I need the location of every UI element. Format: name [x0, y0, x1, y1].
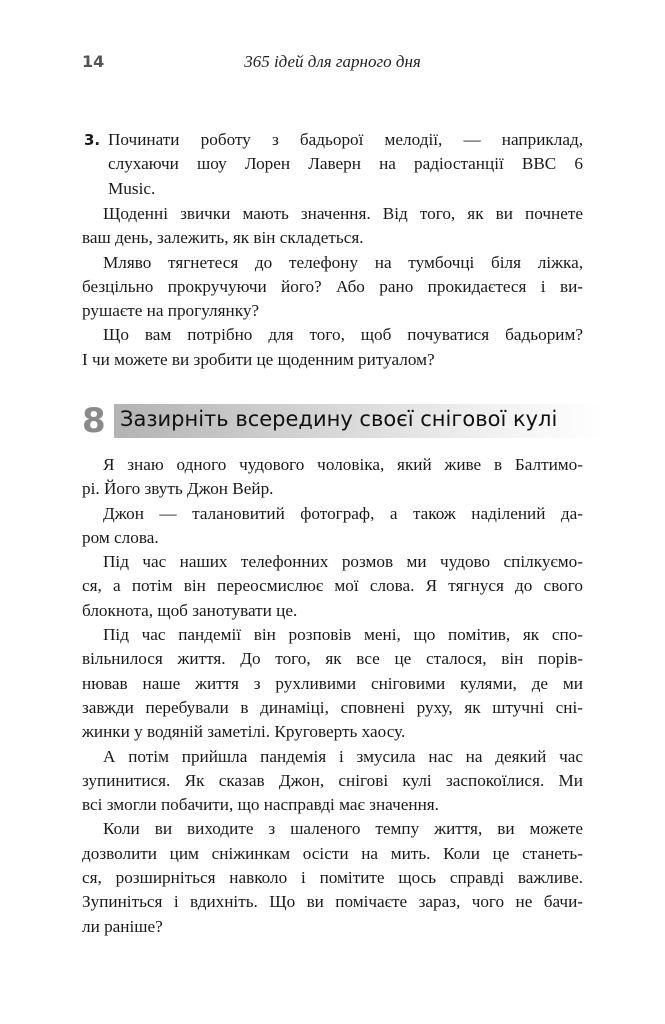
- text-line: ли раніше?: [82, 916, 163, 936]
- text-line: Зупиніться і вдихніть. Що ви помічаєте зараз, чого не бачи-: [82, 892, 583, 912]
- text-line: Music.: [108, 178, 156, 198]
- text-line: Коли ви виходите з шаленого темпу життя, ви можете: [103, 819, 583, 839]
- paragraph: [82, 817, 583, 938]
- text-line: ся, розширніться навколо і помітите щось справді важливе.: [82, 868, 583, 888]
- paragraph: [82, 453, 583, 502]
- list-number: 3.: [84, 131, 101, 149]
- text-line: вільнилося життя. До того, як все це сталося, він порів-: [82, 649, 583, 669]
- text-line: Що вам потрібно для того, щоб почуватися бадьорим?: [103, 325, 583, 345]
- paragraph: [82, 323, 583, 372]
- text-line: нював наше життя з рухливими сніговими кулями, де ми: [82, 673, 583, 693]
- text-line: зупинитися. Як сказав Джон, снігові кулі заспокоїлися. Ми: [82, 770, 583, 790]
- text-line: Починати роботу з бадьорої мелодії, — наприклад,: [108, 130, 583, 149]
- text-line: Мляво тягнетеся до телефону на тумбочці біля ліжка,: [103, 252, 583, 272]
- text-line: всі змогли побачити, що насправді має значення.: [82, 795, 439, 815]
- text-line: рушаєте на прогулянку?: [82, 301, 260, 321]
- list-item: [84, 128, 583, 201]
- text-line: Під час пандемії він розповів мені, що помітив, як спо-: [103, 625, 583, 645]
- section-title: Зазирніть всередину своєї снігової кулі: [120, 407, 558, 431]
- paragraph: [82, 251, 583, 324]
- paragraph: [82, 502, 583, 551]
- section-number: 8: [82, 401, 106, 441]
- text-line: безцільно прокручуючи його? Або рано прокидаєтеся і ви-: [82, 276, 583, 296]
- text-line: рі. Його звуть Джон Вейр.: [82, 479, 274, 499]
- text-line: блокнота, щоб занотувати це.: [82, 600, 298, 620]
- text-line: А потім прийшла пандемія і змусила нас на деякий час: [103, 746, 583, 766]
- text-line: слухаючи шоу Лорен Лаверн на радіостанції BBC 6: [108, 154, 583, 174]
- text-line: дозволити цим сніжинкам осісти на мить. Коли це станеть-: [82, 843, 583, 863]
- running-header-title: 365 ідей для гарного дня: [244, 52, 421, 71]
- text-line: жинки у водяній заметілі. Круговерть хаосу.: [82, 722, 406, 742]
- text-line: Я знаю одного чудового чоловіка, який живе в Балтимо-: [103, 455, 583, 474]
- text-line: ваш день, залежить, як він складеться.: [82, 228, 364, 248]
- section-text: [82, 453, 583, 939]
- page-number: 14: [82, 52, 105, 71]
- intro-text: [82, 202, 583, 372]
- text-line: ром слова.: [82, 527, 159, 547]
- text-line: завжди перебували в динаміці, сповнені руху, як штучні сні-: [82, 697, 583, 717]
- text-line: Щоденні звички мають значення. Від того, як ви почнете: [103, 204, 583, 223]
- paragraph: [82, 202, 583, 251]
- paragraph: [82, 623, 583, 744]
- text-line: І чи можете ви зробити це щоденним ритуалом?: [82, 349, 435, 369]
- text-line: Джон — талановитий фотограф, а також наділений да-: [103, 503, 583, 523]
- text-line: ся, а потім він переосмислює мої слова. Я тягнуся до свого: [82, 576, 583, 596]
- paragraph: [82, 745, 583, 818]
- paragraph: [82, 550, 583, 623]
- text-line: Під час наших телефонних розмов ми чудово спілкуємо-: [103, 552, 583, 572]
- section-heading: [82, 401, 602, 441]
